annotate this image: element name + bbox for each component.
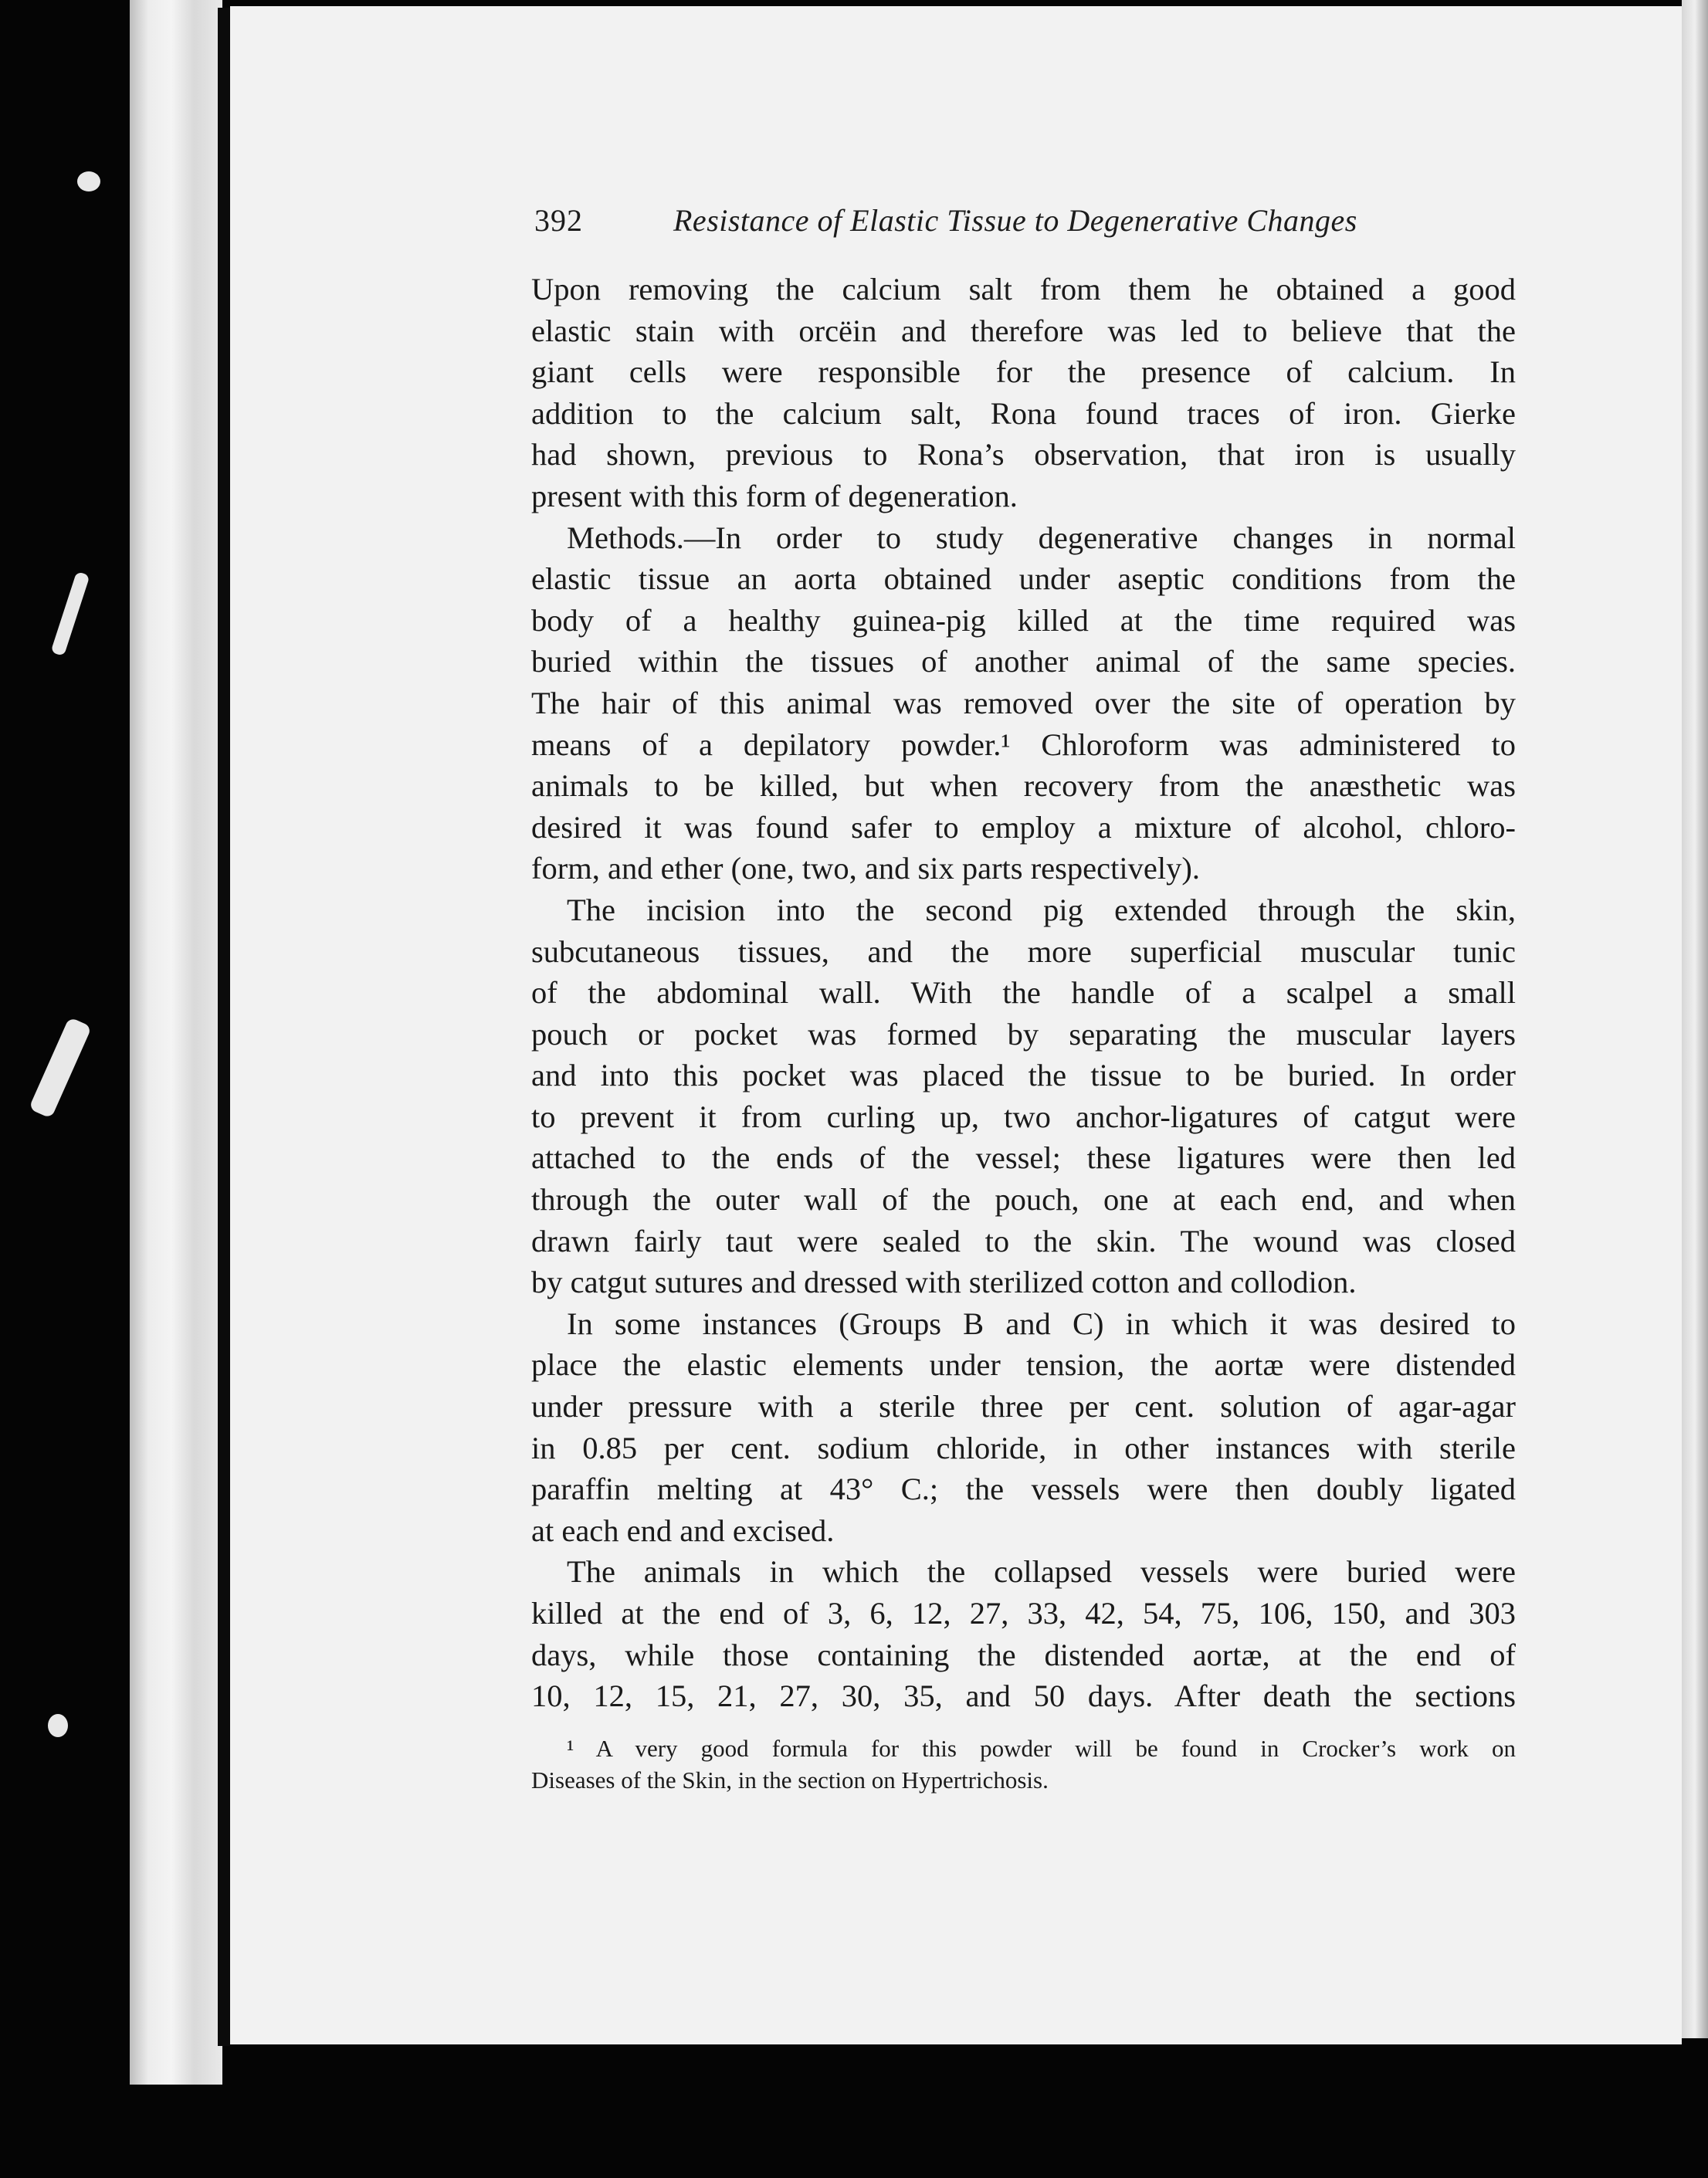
dust-speck	[50, 571, 90, 656]
text-line: The incision into the second pig extended through the skin,	[567, 892, 1516, 927]
text-line: animals to be killed, but when recovery from the anæsthetic was	[531, 768, 1516, 804]
text-line: days, while those containing the distended aortæ, at the end of	[531, 1637, 1516, 1672]
text-line: form, and ether (one, two, and six parts respectively).	[531, 851, 1200, 886]
text-line: elastic stain with orcëin and therefore was led to believe that the	[531, 313, 1516, 348]
text-line: The hair of this animal was removed over the site of operation by	[531, 685, 1516, 720]
text-line: body of a healthy guinea-pig killed at the time required was	[531, 602, 1516, 638]
text-line: subcutaneous tissues, and the more superficial muscular tunic	[531, 933, 1516, 969]
dust-speck	[48, 1714, 68, 1737]
text-line: elastic tissue an aorta obtained under aseptic conditions from the	[531, 561, 1516, 597]
footnote-line: ¹ A very good formula for this powder will be found in Crocker’s work on	[567, 1735, 1516, 1762]
text-line: giant cells were responsible for the presence of calcium. In	[531, 354, 1516, 390]
running-header	[534, 202, 1515, 249]
text-line: of the abdominal wall. With the handle of a scalpel a small	[531, 975, 1516, 1011]
text-line: The animals in which the collapsed vessels were buried were	[567, 1554, 1516, 1590]
text-line: attached to the ends of the vessel; these ligatures were then led	[531, 1140, 1516, 1176]
body-text	[531, 269, 1516, 1717]
text-line: addition to the calcium salt, Rona found traces of iron. Gierke	[531, 395, 1516, 431]
text-line: drawn fairly taut were sealed to the skin. The wound was closed	[531, 1223, 1516, 1258]
footnote-line: Diseases of the Skin, in the section on Hypertrichosis.	[531, 1766, 1049, 1794]
text-line: to prevent it from curling up, two anchor-ligatures of catgut were	[531, 1099, 1516, 1134]
book-binding-shadow	[218, 8, 230, 2046]
text-line: by catgut sutures and dressed with sterilized cotton and collodion.	[531, 1265, 1357, 1300]
text-line: under pressure with a sterile three per cent. solution of agar-agar	[531, 1389, 1516, 1424]
book-right-edge	[1682, 0, 1708, 2038]
text-line: buried within the tissues of another animal of the same species.	[531, 644, 1516, 679]
dust-speck	[29, 1017, 92, 1119]
text-line: place the elastic elements under tension, the aortæ were distended	[531, 1347, 1516, 1383]
dust-speck	[77, 171, 100, 191]
text-line: Methods.—In order to study degenerative changes in normal	[567, 520, 1516, 555]
text-line: killed at the end of 3, 6, 12, 27, 33, 42, 54, 75, 106, 150, and 303	[531, 1596, 1516, 1631]
text-line: In some instances (Groups B and C) in which it was desired to	[567, 1306, 1516, 1341]
page-number: 392	[534, 203, 583, 238]
text-line: desired it was found safer to employ a mixture of alcohol, chloro-	[531, 809, 1516, 845]
footnote	[531, 1733, 1516, 1796]
text-line: and into this pocket was placed the tissue to be buried. In order	[531, 1058, 1516, 1093]
text-line: Upon removing the calcium salt from them he obtained a good	[531, 272, 1516, 307]
text-line: present with this form of degeneration.	[531, 478, 1018, 513]
text-line: in 0.85 per cent. sodium chloride, in other instances with sterile	[531, 1430, 1516, 1465]
text-line: means of a depilatory powder.¹ Chloroform was administered to	[531, 727, 1516, 762]
text-line: had shown, previous to Rona’s observation, that iron is usually	[531, 437, 1516, 473]
text-line: 10, 12, 15, 21, 27, 30, 35, and 50 days. After death the sections	[531, 1678, 1516, 1714]
text-line: at each end and excised.	[531, 1512, 835, 1548]
text-line: pouch or pocket was formed by separating the muscular layers	[531, 1016, 1516, 1052]
book-left-edge	[130, 0, 222, 2085]
text-line: paraffin melting at 43° C.; the vessels were then doubly ligated	[531, 1472, 1516, 1507]
text-line: through the outer wall of the pouch, one at each end, and when	[531, 1182, 1516, 1218]
running-title: Resistance of Elastic Tissue to Degenerative Changes	[673, 203, 1357, 238]
